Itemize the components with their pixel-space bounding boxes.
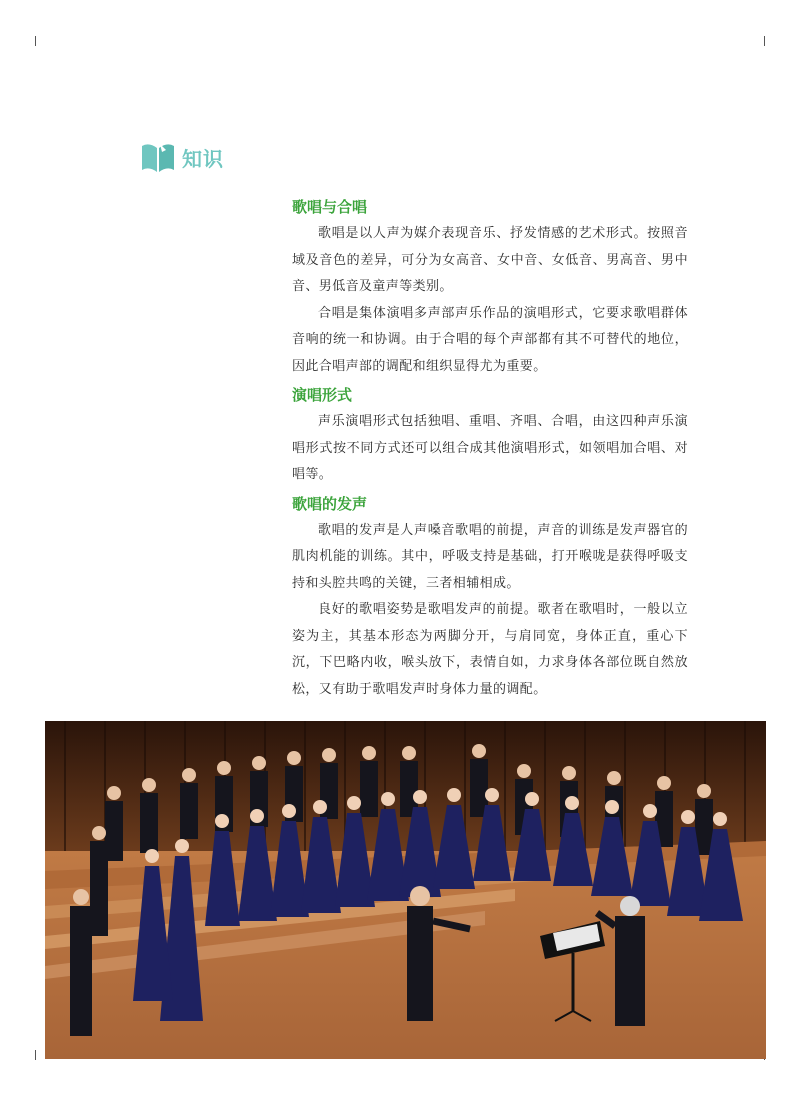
paragraph: 合唱是集体演唱多声部声乐作品的演唱形式，它要求歌唱群体音响的统一和协调。由于合唱的每个声部都有其不可替代的地位，因此合唱声部的调配和组织显得尤为重要。 bbox=[292, 305, 688, 374]
section-title: 歌唱与合唱 bbox=[292, 198, 368, 216]
paragraph: 声乐演唱形式包括独唱、重唱、齐唱、合唱，由这四种声乐演唱形式按不同方式还可以组合成其他演唱形式，如领唱加合唱、对唱等。 bbox=[292, 414, 688, 482]
section-vocalization bbox=[292, 493, 688, 704]
choir-photo-illustration bbox=[45, 721, 766, 1059]
crop-mark-top-left bbox=[35, 36, 36, 46]
paragraph: 良好的歌唱姿势是歌唱发声的前提。歌者在歌唱时，一般以立姿为主，其基本形态为两脚分开，与肩同宽，身体正直，重心下沉，下巴略内收，喉头放下，表情自如，力求身体各部位既自然放松，又有助于歌唱发声时身体力量的调配。 bbox=[292, 602, 688, 697]
section-performance-forms bbox=[292, 384, 688, 489]
knowledge-badge bbox=[140, 140, 224, 174]
main-text bbox=[292, 196, 688, 703]
choir-photo bbox=[45, 721, 766, 1059]
section-title: 歌唱的发声 bbox=[292, 494, 368, 513]
section-singing-chorus bbox=[292, 196, 688, 380]
book-icon bbox=[140, 140, 176, 174]
paragraph: 歌唱的发声是人声嗓音歌唱的前提，声音的训练是发声器官的肌肉机能的训练。其中，呼吸支持是基础，打开喉咙是获得呼吸支持和头腔共鸣的关键，三者相辅相成。 bbox=[292, 522, 688, 591]
knowledge-label: 知识 bbox=[182, 146, 224, 171]
crop-mark-top-right bbox=[764, 36, 765, 46]
section-title: 演唱形式 bbox=[292, 386, 353, 404]
paragraph: 歌唱是以人声为媒介表现音乐、抒发情感的艺术形式。按照音域及音色的差异，可分为女高音、女中音、女低音、男高音、男中音、男低音及童声等类别。 bbox=[292, 226, 688, 294]
crop-mark-bottom-left bbox=[35, 1050, 36, 1060]
